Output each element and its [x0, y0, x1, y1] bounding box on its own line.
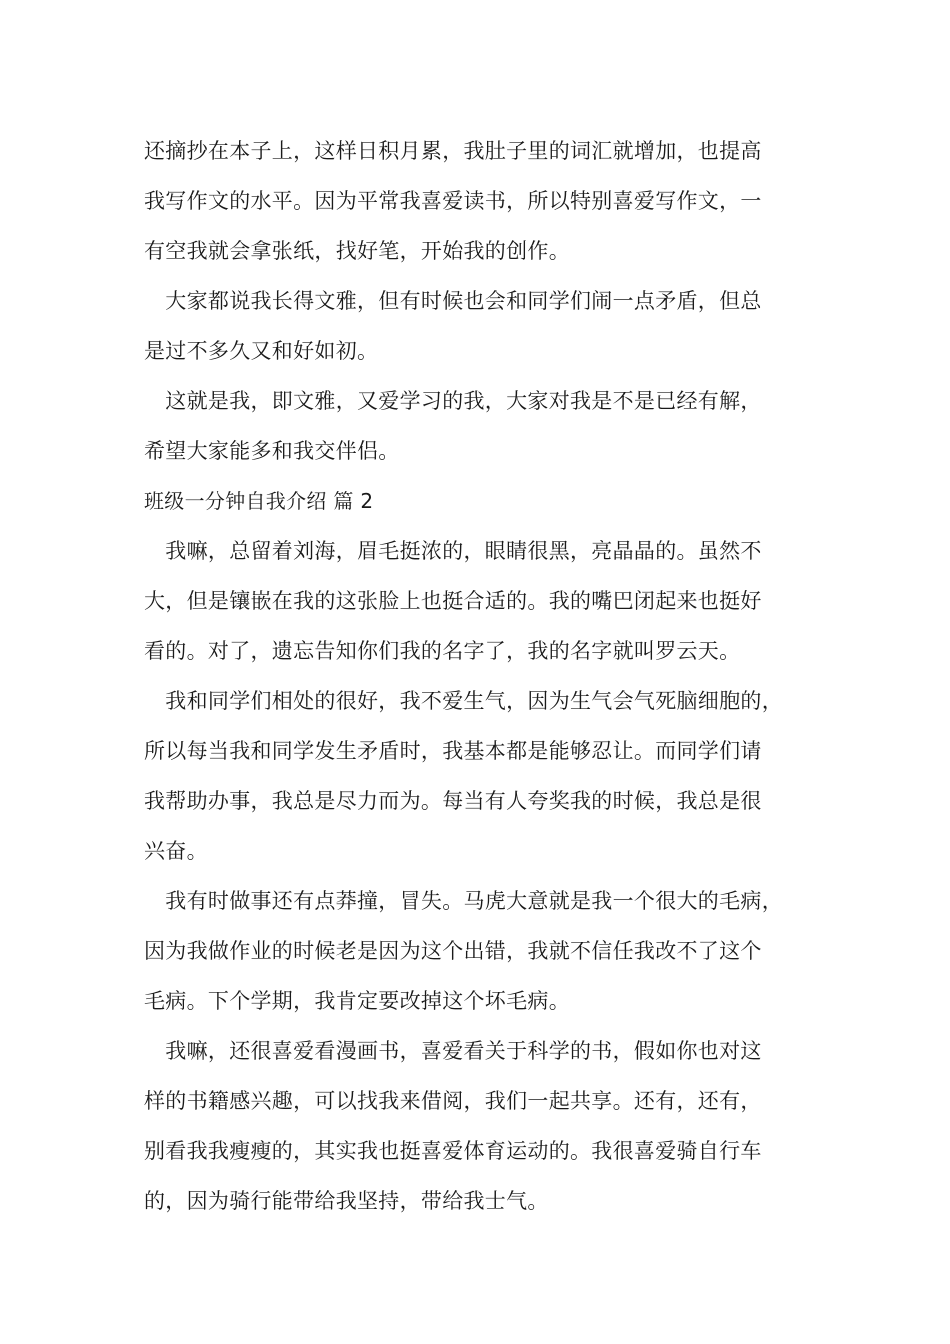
text-line: 样的书籍感兴趣，可以找我来借阅，我们一起共享。还有，还有， — [144, 1089, 762, 1113]
text-line: 我有时做事还有点莽撞，冒失。马虎大意就是我一个很大的毛病， — [144, 889, 783, 913]
text-line: 我嘛，总留着刘海，眉毛挺浓的，眼睛很黑，亮晶晶的。虽然不 — [144, 539, 762, 563]
text-line: 我和同学们相处的很好，我不爱生气，因为生气会气死脑细胞的， — [144, 689, 783, 713]
text-line: 看的。对了，遗忘告知你们我的名字了，我的名字就叫罗云天。 — [144, 639, 741, 663]
text-line: 毛病。下个学期，我肯定要改掉这个坏毛病。 — [144, 989, 570, 1013]
text-line: 希望大家能多和我交伴侣。 — [144, 439, 400, 463]
text-line: 大，但是镶嵌在我的这张脸上也挺合适的。我的嘴巴闭起来也挺好 — [144, 589, 762, 613]
text-line: 我嘛，还很喜爱看漫画书，喜爱看关于科学的书，假如你也对这 — [144, 1039, 762, 1063]
text-line: 还摘抄在本子上，这样日积月累，我肚子里的词汇就增加，也提高 — [144, 139, 762, 163]
text-line: 是过不多久又和好如初。 — [144, 339, 379, 363]
text-line: 的，因为骑行能带给我坚持，带给我士气。 — [144, 1189, 549, 1213]
text-line: 我写作文的水平。因为平常我喜爱读书，所以特别喜爱写作文，一 — [144, 189, 762, 213]
text-line: 这就是我，即文雅，又爱学习的我，大家对我是不是已经有解， — [144, 389, 762, 413]
text-line: 大家都说我长得文雅，但有时候也会和同学们闹一点矛盾，但总 — [144, 289, 762, 313]
text-line: 兴奋。 — [144, 839, 208, 863]
text-line: 别看我我瘦瘦的，其实我也挺喜爱体育运动的。我很喜爱骑自行车 — [144, 1139, 762, 1163]
section-heading: 班级一分钟自我介绍 篇 2 — [144, 489, 374, 513]
text-line: 因为我做作业的时候老是因为这个出错，我就不信任我改不了这个 — [144, 939, 762, 963]
text-line: 我帮助办事，我总是尽力而为。每当有人夸奖我的时候，我总是很 — [144, 789, 762, 813]
text-line: 有空我就会拿张纸，找好笔，开始我的创作。 — [144, 239, 570, 263]
text-line: 所以每当我和同学发生矛盾时，我基本都是能够忍让。而同学们请 — [144, 739, 762, 763]
